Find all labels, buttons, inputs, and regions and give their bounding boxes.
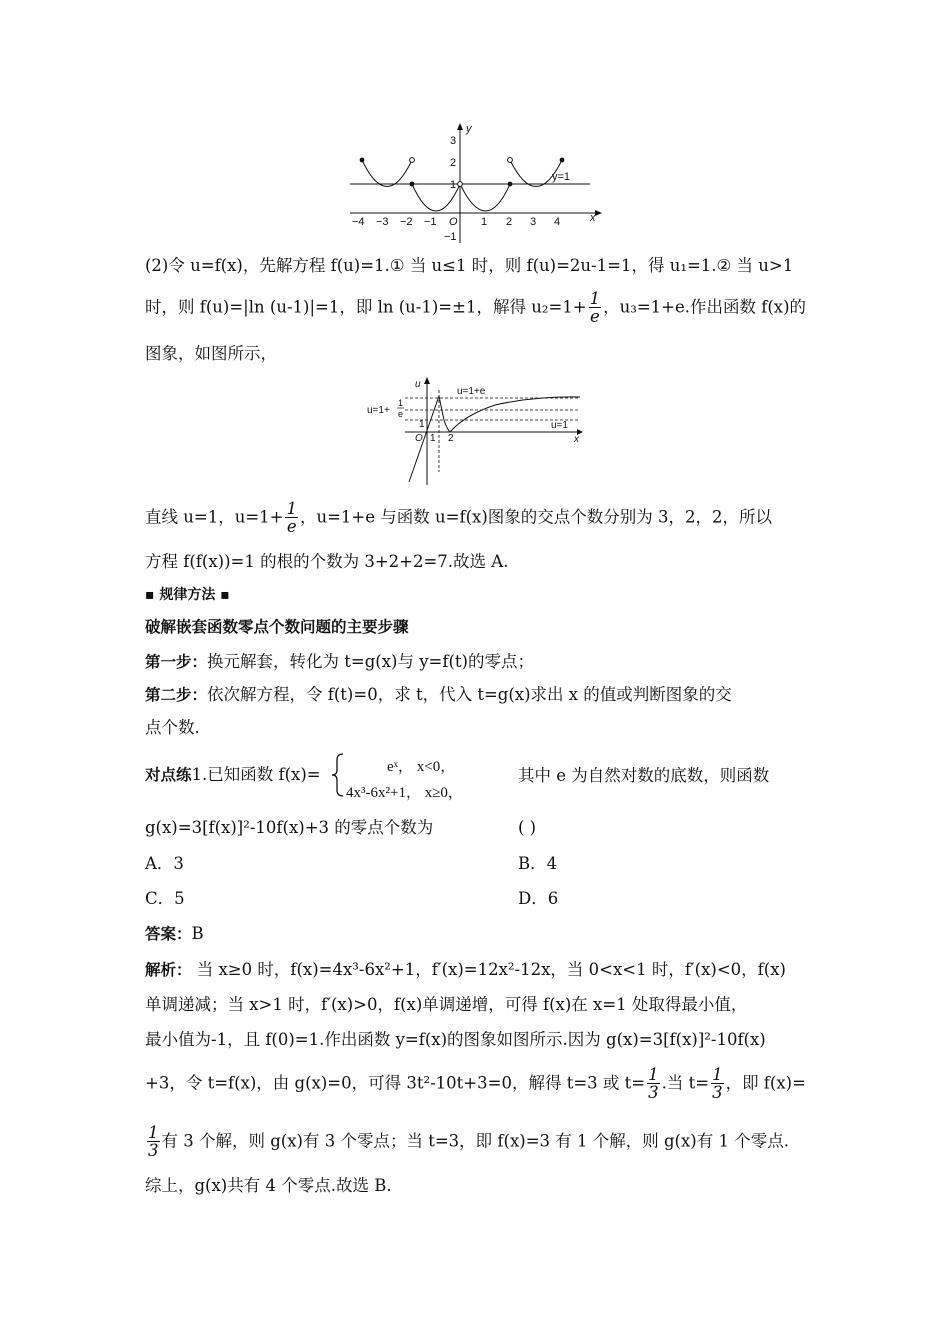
analysis-line4 [145,1066,806,1102]
fraction-1-over-3: $\frac{1}{3}$ [712,1065,723,1103]
label-u-1-plus-e: u=1+e [457,386,486,397]
para2-line1 [145,500,772,536]
fraction-1-over-3: $\frac{1}{3}$ [148,1123,159,1161]
y-tick-1: 1 [450,179,457,191]
curve-left-upper [362,160,412,187]
line-y1-label: y=1 [552,171,571,183]
option-c: C．5 [145,889,185,908]
analysis-line5 [145,1124,789,1160]
exercise-line1 [145,767,321,784]
analysis-l5: 有 3 个解，则 g(x)有 3 个零点；当 t=3，即 f(x)=3 有 1 个解，则 g(x)有 1 个零点. [161,1131,789,1151]
method-step2 [145,687,732,704]
y-axis-label: y [466,123,472,135]
y-tick-2: 2 [450,157,457,169]
piecewise-case-1: eˣ， x<0， [387,759,456,775]
figure-graph-1 [340,118,610,248]
para2-line1-b: ，u=1+e 与函数 u=f(x)图象的交点个数分别为 3，2，2，所以 [299,507,772,527]
x-tick-labels [352,216,560,228]
label-u-1: u=1 [551,420,568,431]
para2-line1-a: 直线 u=1，u=1+ [145,507,284,527]
answer-label: 答案： [145,925,192,943]
exercise-line2: g(x)=3[f(x)]²-10f(x)+3 的零点个数为 [145,818,434,837]
x-tick-2: 2 [506,216,513,228]
fraction-1-over-3: $\frac{1}{3}$ [648,1065,659,1103]
para1-line1: (2)令 u=f(x)，先解方程 f(u)=1.① 当 u≤1 时，则 f(u)=2u-1=1，得 u₁=1.② 当 u>1 [145,256,794,275]
option-b: B．4 [518,854,558,873]
analysis-line6: 综上，g(x)共有 4 个零点.故选 B. [145,1176,392,1195]
piecewise-brace-icon [331,752,345,798]
exercise-tail: 其中 e 为自然对数的底数，则函数 [518,766,770,785]
x-tick-3: 3 [530,216,537,228]
figure-graph-2 [365,375,595,490]
analysis-label: 解析： [145,961,192,979]
origin-label: O [415,433,423,444]
x-tick-neg4: −4 [352,216,365,228]
x-tick-neg1: −1 [424,216,437,228]
analysis-line3: 最小值为-1，且 f(0)=1.作出函数 y=f(x)的图象如图所示.因为 g(x)=3[f(x)]²-10f(x) [145,1030,766,1049]
analysis-line1 [145,962,786,979]
x-tick-4: 4 [554,216,561,228]
exercise-label: 对点练 [145,766,192,784]
para1-line2-a: 时，则 f(u)=|ln (u-1)|=1，即 ln (u-1)=±1，解得 u₂=1+ [145,297,587,317]
method-title: 破解嵌套函数零点个数问题的主要步骤 [145,618,409,636]
x-tick-neg2: −2 [400,216,413,228]
step2-text: 依次解方程，令 f(t)=0，求 t，代入 t=g(x)求出 x 的值或判断图象的交 [207,685,732,704]
answer-value: B [191,924,204,943]
step2-label: 第二步： [145,686,208,704]
x-axis-label: x [590,212,596,224]
fraction-1-over-e: $\frac{1}{e}$ [589,289,601,327]
option-d: D．6 [518,889,559,908]
para1-line3: 图象，如图所示， [145,344,277,363]
label-u-1-plus-1e: u=1+ [367,405,390,416]
analysis-l4c: ，即 f(x)= [725,1073,806,1093]
y-tick-neg1: −1 [444,231,457,243]
step1-text: 换元解套，转化为 t=g(x)与 y=f(t)的零点； [207,652,534,671]
log-branch-left [439,396,450,432]
tick-x-2: 2 [448,433,454,444]
analysis-l4b: .当 t= [661,1073,710,1093]
analysis-l1: 当 x≥0 时，f(x)=4x³-6x²+1，f′(x)=12x²-12x，当 0<x<1 时，f′(x)<0，f(x) [191,960,786,979]
x-axis-label: x [574,434,579,445]
option-a: A．3 [145,854,184,873]
label-frac-num: 1 [398,398,404,408]
method-tag: ▪ 规律方法 ▪ [145,587,230,603]
answer-bracket: ( ) [518,818,537,837]
label-frac-den: e [398,409,404,419]
fraction-1-over-e: $\frac{1}{e}$ [286,499,297,537]
x-tick-neg3: −3 [376,216,389,228]
para1-line2-b: ，u₃=1+e.作出函数 f(x)的 [603,297,807,317]
curve-right-lower [460,184,510,211]
piecewise-case-2: 4x³-6x²+1， x≥0， [346,785,463,801]
method-step2-cont: 点个数. [145,718,200,737]
x-tick-1: 1 [481,216,488,228]
answer-line [145,926,204,943]
origin-label: O [449,216,458,228]
method-step1 [145,654,534,671]
tick-u-1: 1 [419,419,425,430]
exercise-lead: 1.已知函数 f(x)= [191,765,321,784]
para2-line2: 方程 f(f(x))=1 的根的个数为 3+2+2=7.故选 A. [145,552,509,571]
u-axis-label: u [415,379,421,390]
para1-line2 [145,290,806,326]
y-tick-3: 3 [450,135,457,147]
analysis-line2: 单调递减；当 x>1 时，f′(x)>0，f(x)单调递增，可得 f(x)在 x=1 处取得最小值， [145,995,748,1014]
step1-label: 第一步： [145,653,208,671]
analysis-l4a: +3，令 t=f(x)，由 g(x)=0，可得 3t²-10t+3=0，解得 t=3 或 t= [145,1073,646,1093]
tick-x-1: 1 [430,433,436,444]
